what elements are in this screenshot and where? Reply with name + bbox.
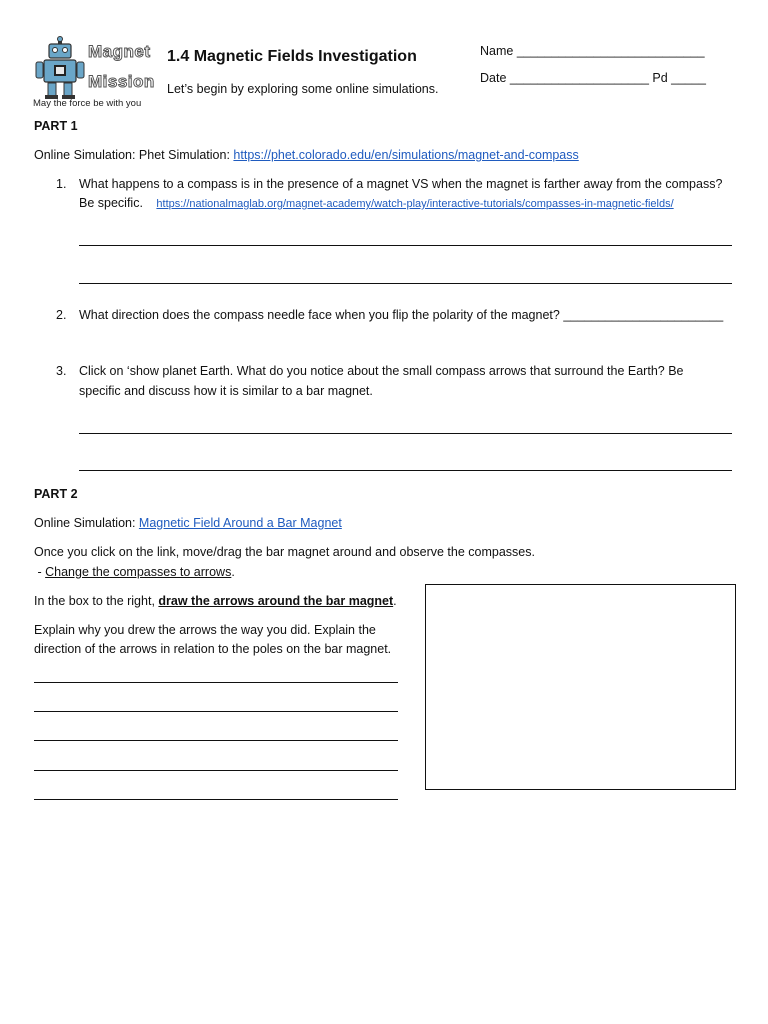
q3-number: 3. (56, 364, 67, 378)
explain-answer-line-1[interactable] (34, 682, 398, 683)
logo-word-magnet: Magnet (88, 42, 151, 61)
draw-arrows-emphasis: draw the arrows around the bar magnet (158, 594, 394, 608)
draw-suffix: . (393, 594, 397, 608)
q1-text-line2 (79, 195, 674, 212)
draw-instruction (34, 593, 397, 609)
dash-prefix: - (34, 565, 46, 579)
part2-heading: PART 2 (34, 487, 78, 501)
part2-instruction-line1: Once you click on the link, move/drag the bar magnet around and observe the compasses. (34, 545, 535, 559)
phet-simulation-link[interactable]: https://phet.colorado.edu/en/simulations/magnet-and-compass (233, 148, 579, 162)
q1-text-line1: What happens to a compass is in the presence of a magnet VS when the magnet is farther away from the compass? (79, 177, 723, 191)
part2-instruction-line2 (34, 564, 235, 580)
maglab-tutorial-link[interactable]: https://nationalmaglab.org/magnet-academy/watch-play/interactive-tutorials/compasses-in-magnetic-fields/ (156, 198, 674, 210)
intro-text: Let’s begin by exploring some online simulations. (167, 82, 439, 96)
q3-text-line1: Click on ‘show planet Earth. What do you notice about the small compass arrows that surround the Earth? Be (79, 364, 684, 378)
draw-prefix: In the box to the right, (34, 594, 159, 608)
explain-line1: Explain why you drew the arrows the way you did. Explain the (34, 623, 376, 637)
q3-answer-line-1[interactable] (79, 433, 732, 434)
q1-answer-line-1[interactable] (79, 245, 732, 246)
arrow-drawing-box[interactable] (425, 584, 736, 790)
explain-line2: direction of the arrows in relation to the poles on the bar magnet. (34, 642, 392, 656)
magnet-mission-logo (32, 36, 158, 112)
q2-number: 2. (56, 308, 67, 322)
q1-be-specific: Be specific. (79, 196, 143, 210)
change-to-arrows-text: Change the compasses to arrows (45, 565, 232, 579)
q1-number: 1. (56, 177, 67, 191)
date-period-field[interactable]: Date ____________________ Pd _____ (480, 71, 706, 85)
q3-text-line2: specific and discuss how it is similar to a bar magnet. (79, 384, 373, 398)
part1-heading: PART 1 (34, 119, 78, 133)
explain-answer-line-5[interactable] (34, 799, 398, 800)
explain-answer-line-2[interactable] (34, 711, 398, 712)
part1-sim-label: Online Simulation: Phet Simulation: (34, 148, 234, 162)
explain-answer-line-4[interactable] (34, 770, 398, 771)
q3-answer-line-2[interactable] (79, 470, 732, 471)
logo-tagline: May the force be with you (33, 98, 142, 109)
q2-text: What direction does the compass needle face when you flip the polarity of the magnet? _______________________ (79, 308, 724, 322)
q1-answer-line-2[interactable] (79, 283, 732, 284)
period: . (231, 565, 235, 579)
part2-sim-label: Online Simulation: (34, 516, 139, 530)
explain-answer-line-3[interactable] (34, 740, 398, 741)
part1-sim-line (34, 147, 579, 163)
part2-sim-line (34, 515, 342, 531)
bar-magnet-simulation-link[interactable]: Magnetic Field Around a Bar Magnet (138, 516, 342, 530)
name-field[interactable]: Name ___________________________ (480, 44, 705, 58)
page-title: 1.4 Magnetic Fields Investigation (167, 48, 417, 65)
logo-word-mission: Mission (88, 72, 155, 91)
